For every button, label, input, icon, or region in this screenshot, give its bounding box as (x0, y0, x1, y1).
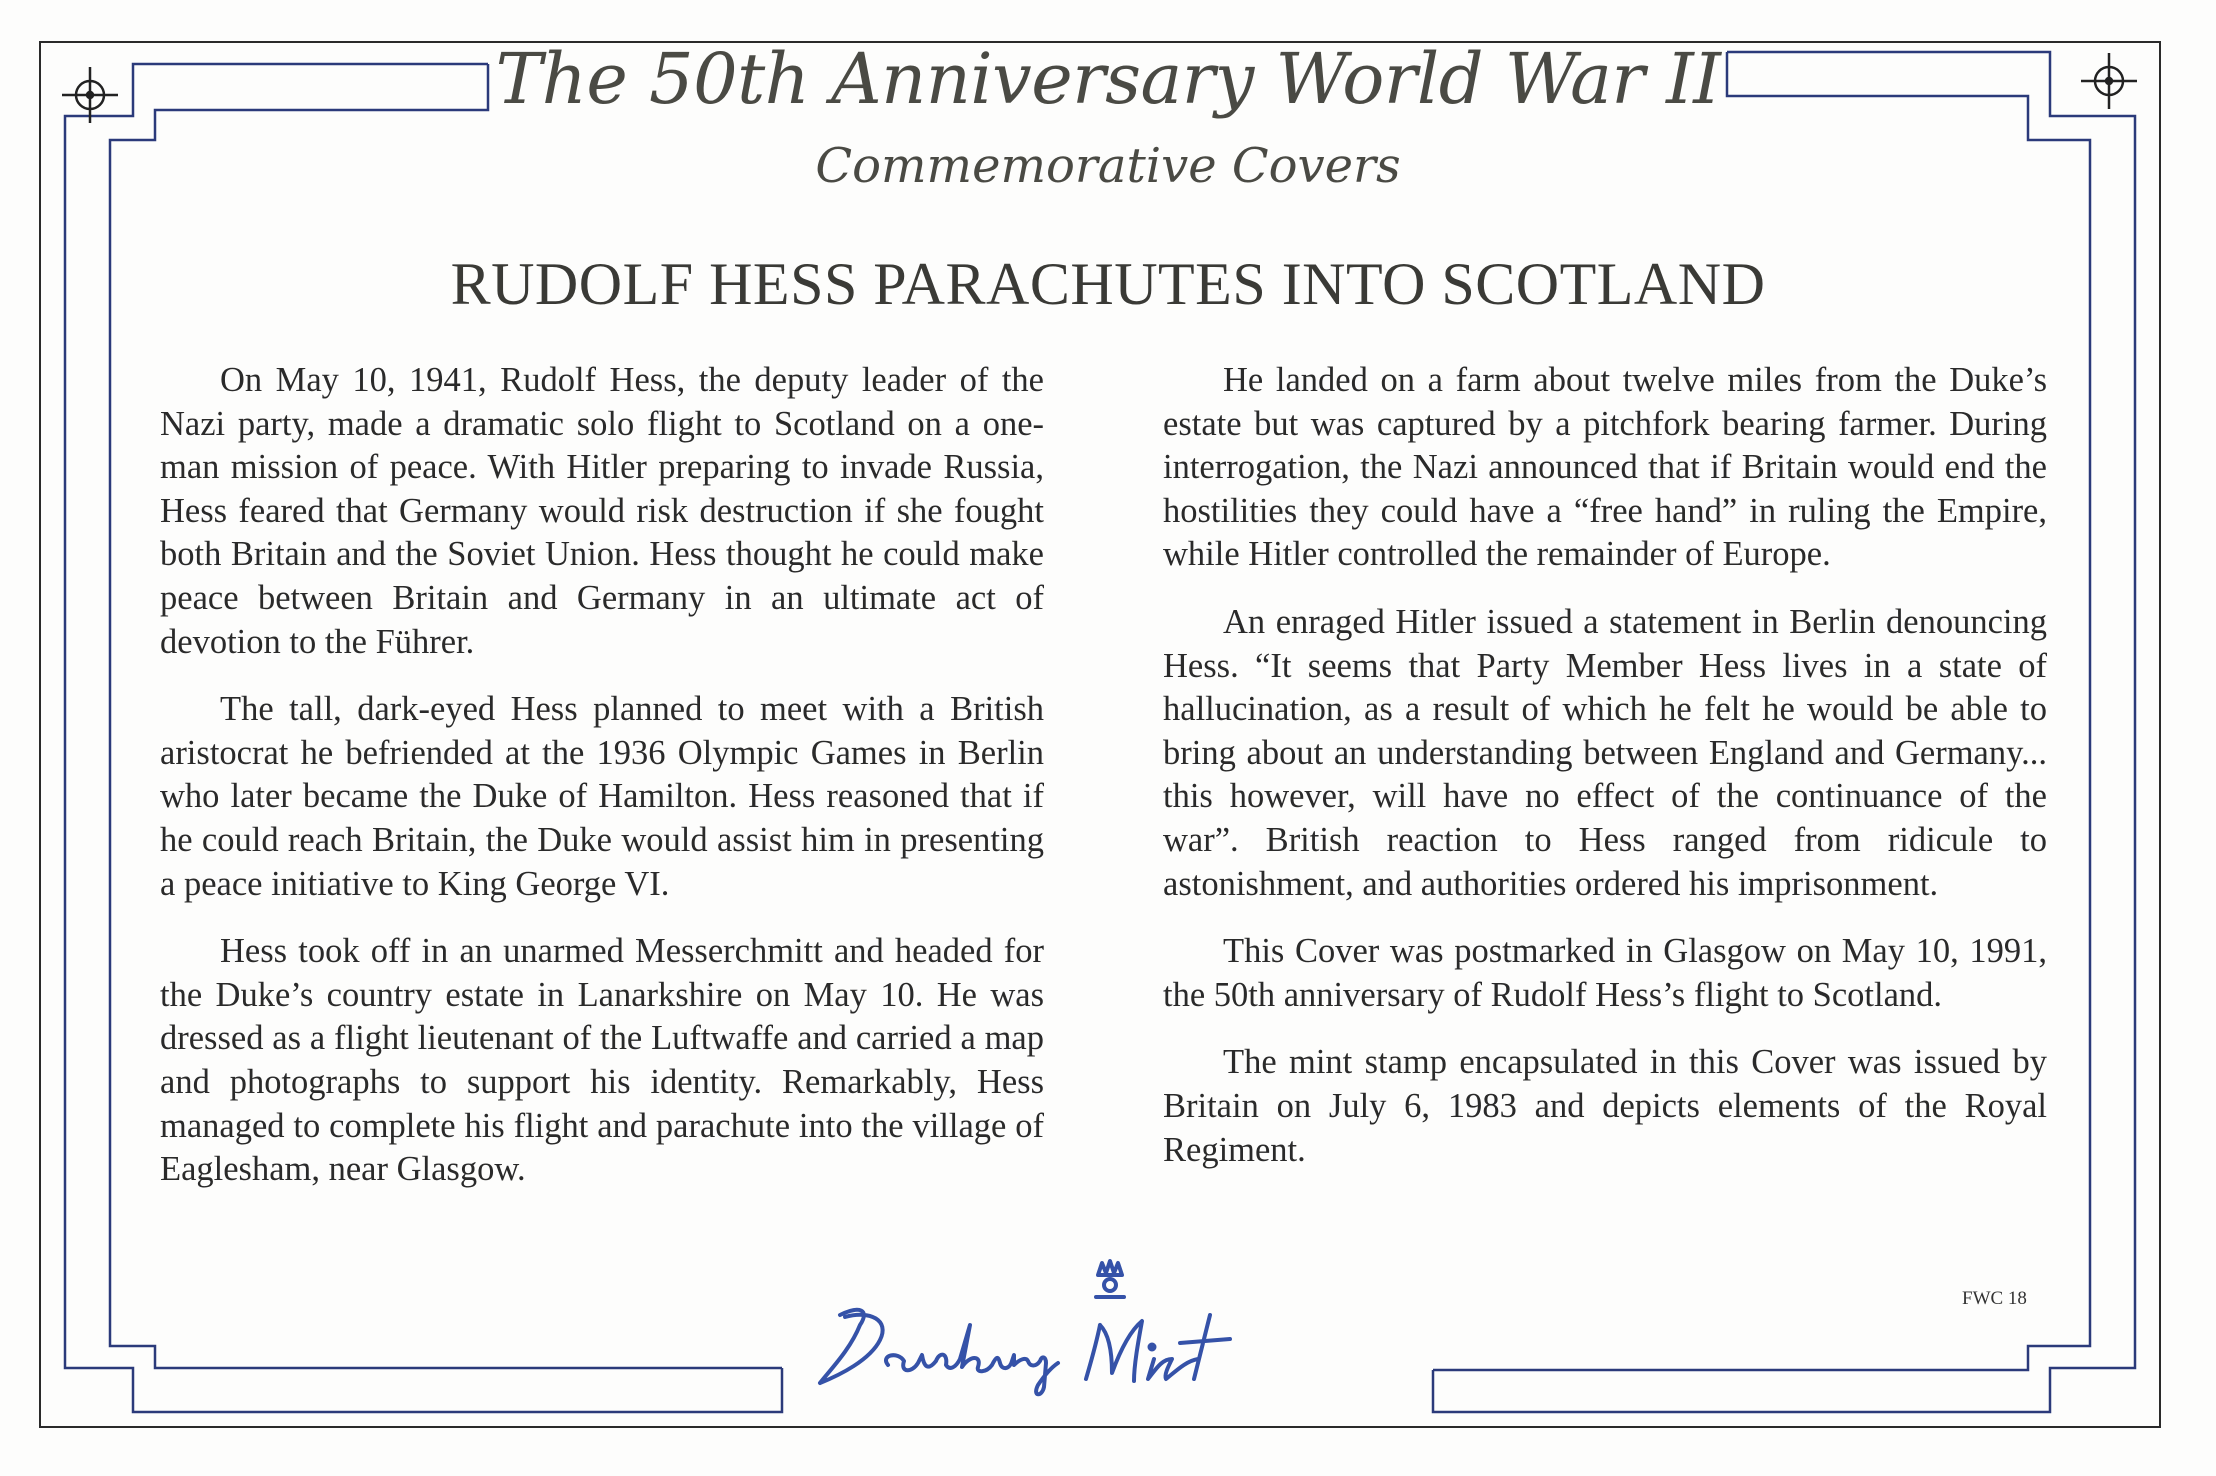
paragraph: On May 10, 1941, Rudolf Hess, the deputy leader of the Nazi party, made a dramatic solo flight to Scotland on a one-man mission of peace. With Hitler preparing to invade Russia, Hess feared that Germany would risk destruction if she fought both Britain and the Soviet Union. Hess thought he could make peace between Britain and Germany in an ultimate act of devotion to the Führer. (160, 361, 1044, 661)
article-headline: RUDOLF HESS PARACHUTES INTO SCOTLAND (450, 251, 1766, 317)
page-subtitle: Commemorative Covers (815, 138, 1401, 194)
paragraph: Hess took off in an unarmed Messerchmitt and headed for the Duke’s country estate in Lanarkshire on May 10. He was dressed as a flight lieutenant of the Luftwaffe and carried a map and photographs to support his identity. Remarkably, Hess managed to complete his flight and parachute into the village of Eaglesham, near Glasgow. (160, 932, 1044, 1189)
crown-logo-icon (1096, 1261, 1124, 1297)
danbury-mint-signature (800, 1255, 1420, 1415)
right-column (1163, 359, 2047, 1196)
paragraph: He landed on a farm about twelve miles from the Duke’s estate but was captured by a pitchfork bearing farmer. During interrogation, the Nazi announced that if Britain would end the hostilities they could have a “free hand” in ruling the Empire, while Hitler controlled the remainder of Europe. (1163, 361, 2047, 574)
paragraph: The mint stamp encapsulated in this Cover was issued by Britain on July 6, 1983 and depicts elements of the Royal Regiment. (1163, 1043, 2047, 1169)
reference-code: FWC 18 (1962, 1288, 2027, 1309)
page-title: The 50th Anniversary World War II (495, 38, 1721, 120)
paragraph: The tall, dark-eyed Hess planned to meet with a British aristocrat he befriended at the 1936 Olympic Games in Berlin who later became the Duke of Hamilton. Hess reasoned that if he could reach Britain, the Duke would assist him in presenting a peace initiative to King George VI. (160, 690, 1044, 903)
paragraph: This Cover was postmarked in Glasgow on May 10, 1991, the 50th anniversary of Rudolf Hess’s flight to Scotland. (1163, 932, 2047, 1014)
left-column (160, 359, 1044, 1216)
paragraph: An enraged Hitler issued a statement in Berlin denouncing Hess. “It seems that Party Member Hess lives in a state of hallucination, as a result of which he felt he would be able to bring about an understanding between England and Germany... this however, will have no effect of the continuance of the war”. British reaction to Hess ranged from ridicule to astonishment, and authorities ordered his imprisonment. (1163, 602, 2047, 903)
